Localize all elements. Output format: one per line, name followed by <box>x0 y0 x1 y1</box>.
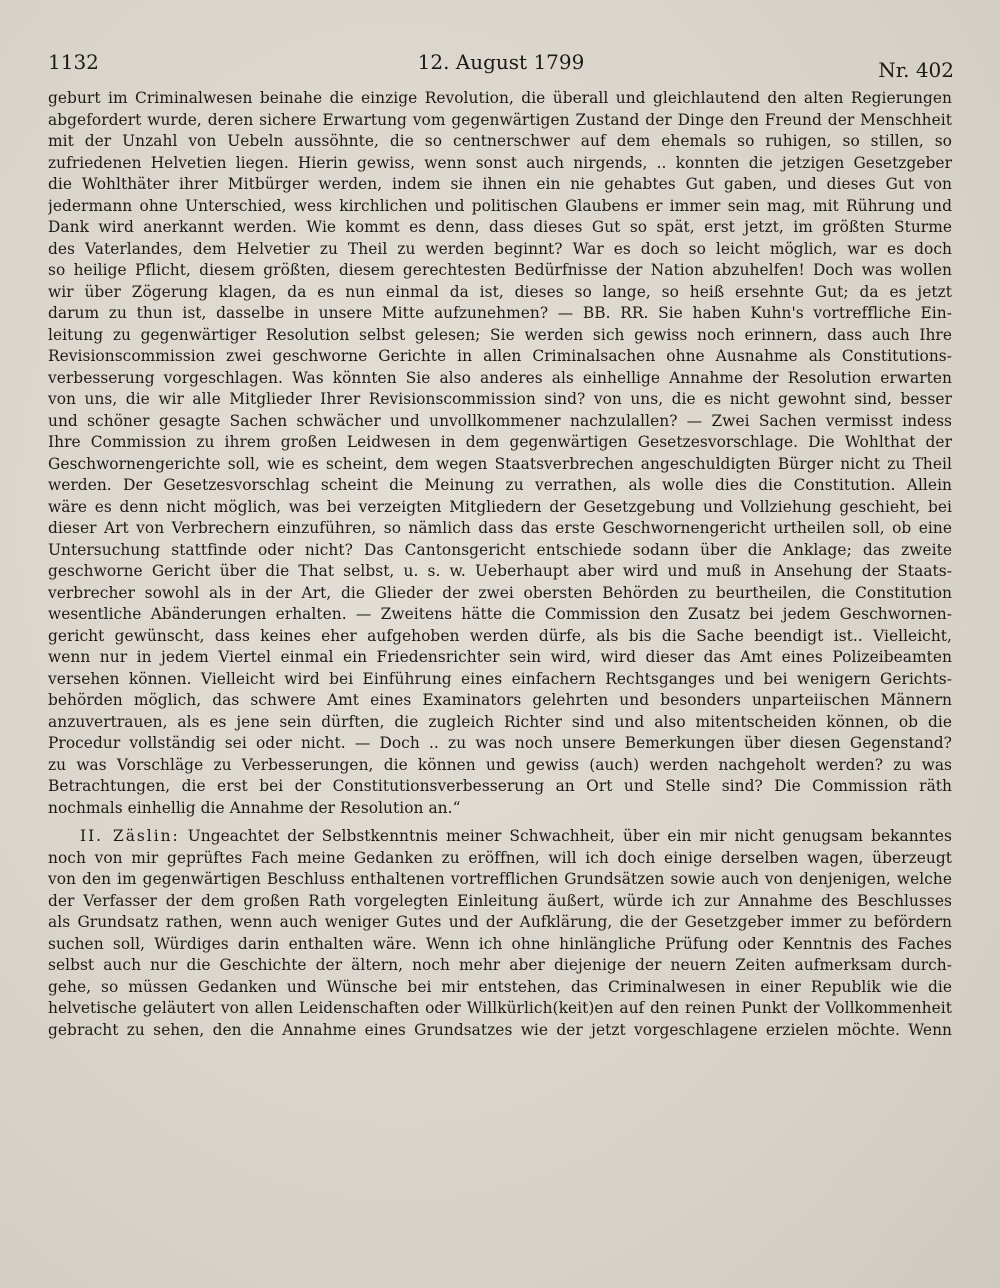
text-line: so heilige Pflicht, diesem größten, diesem gerechtesten Bedürfnisse der Nation abzuhelfen! Doch was wollen <box>48 261 952 279</box>
text-line: gericht gewünscht, dass keines eher aufgehoben werden dürfe, als bis die Sache beendigt ist.. Vielleicht, <box>48 626 952 645</box>
text-line: wenn nur in jedem Viertel einmal ein Friedensrichter sein wird, wird dieser das Amt eines Polizeibeamten <box>48 648 952 666</box>
text-line: wir über Zögerung klagen, da es nun einmal da ist, dieses so lange, so heiß ersehnte Gut; da es jetzt <box>48 282 952 301</box>
text-line: darum zu thun ist, dasselbe in unsere Mitte aufzunehmen? — BB. RR. Sie haben Kuhn's vortreffliche Ein- <box>48 304 952 322</box>
text-line: versehen können. Vielleicht wird bei Einführung eines einfachern Rechtsganges und bei wenigern Gerichts- <box>48 669 952 688</box>
text-line: behörden möglich, das schwere Amt eines Examinators gelehrten und besonders unparteiischen Männern <box>48 691 952 709</box>
paragraph-1 <box>48 88 952 819</box>
paragraph-2-first-line <box>48 826 952 848</box>
text-line: noch von mir geprüftes Fach meine Gedanken zu eröffnen, will ich doch einige derselben wagen, überzeugt <box>48 848 952 867</box>
text-line: zu was Vorschläge zu Verbesserungen, die können und gewiss (auch) werden nachgeholt werden? zu was <box>48 755 952 774</box>
text-line: anzuvertrauen, als es jene sein dürften, die zugleich Richter sind und also mitentscheiden können, ob die <box>48 712 952 731</box>
text-line: Ihre Commission zu ihrem großen Leidwesen in dem gegenwärtigen Gesetzesvorschlage. Die Wohlthat der <box>48 433 952 451</box>
paragraph-2 <box>48 826 952 1041</box>
text-line: Procedur vollständig sei oder nicht. — Doch .. zu was noch unsere Bemerkungen über diesen Gegenstand? <box>48 734 952 752</box>
text-line: suchen soll, Würdiges darin enthalten wäre. Wenn ich ohne hinlängliche Prüfung oder Kenntnis des Faches <box>48 934 952 953</box>
text-line: von uns, die wir alle Mitglieder Ihrer Revisionscommission sind? von uns, die es nicht gewohnt sind, besser <box>48 390 952 408</box>
text-line: die Wohlthäter ihrer Mitbürger werden, indem sie ihnen ein nie gehabtes Gut gaben, und dieses Gut von <box>48 175 952 193</box>
speaker-name: II. Zäslin: <box>80 827 180 845</box>
text-line: mit der Unzahl von Uebeln aussöhnte, die so centnerschwer auf dem ehemals so ruhigen, so stillen, so <box>48 132 952 150</box>
text-line: abgefordert wurde, deren sichere Erwartung vom gegenwärtigen Zustand der Dinge den Freund der Menschheit <box>48 110 952 129</box>
text-line: als Grundsatz rathen, wenn auch weniger Gutes und der Aufklärung, die der Gesetzgeber immer zu befördern <box>48 913 952 931</box>
text-line: Untersuchung stattfinde oder nicht? Das Cantonsgericht entschiede sodann über die Anklage; das zweite <box>48 540 952 559</box>
page-number: 1132 <box>48 50 99 74</box>
text-line: leitung zu gegenwärtiger Resolution selbst gelesen; Sie werden sich gewiss noch erinnern, dass auch Ihre <box>48 325 952 344</box>
text-line: geschworne Gericht über die That selbst, u. s. w. Ueberhaupt aber wird und muß in Ansehung der Staats- <box>48 562 952 580</box>
header-date: 12. August 1799 <box>417 50 585 74</box>
text-line: und schöner gesagte Sachen schwächer und unvollkommener nachzulallen? — Zwei Sachen vermisst indess <box>48 411 952 430</box>
text-line: wesentliche Abänderungen erhalten. — Zweitens hätte die Commission den Zusatz bei jedem Geschwornen- <box>48 605 952 623</box>
text-line: nochmals einhellig die Annahme der Resolution an.“ <box>48 798 461 817</box>
text-line: verbrecher sowohl als in der Art, die Glieder der zwei obersten Behörden zu beurtheilen, die Constitution <box>48 583 952 602</box>
text-line: von den im gegenwärtigen Beschluss enthaltenen vortrefflichen Grundsätzen sowie auch von denjenigen, welche <box>48 870 952 888</box>
text-line: Revisionscommission zwei geschworne Gerichte in allen Criminalsachen ohne Ausnahme als Constitutions- <box>48 347 952 365</box>
text-line: selbst auch nur die Geschichte der ältern, noch mehr aber diejenige der neuern Zeiten aufmerksam durch- <box>48 956 952 974</box>
text-line: geburt im Criminalwesen beinahe die einzige Revolution, die überall und gleichlautend den alten Regierungen <box>48 89 952 107</box>
text-line: Betrachtungen, die erst bei der Constitutionsverbesserung an Ort und Stelle sind? Die Commission räth <box>48 777 952 795</box>
paragraph-2-first-line-text: Ungeachtet der Selbstkenntnis meiner Schwachheit, über ein mir nicht genugsam bekanntes <box>179 827 952 845</box>
text-line: gebracht zu sehen, den die Annahme eines Grundsatzes wie der jetzt vorgeschlagene erzielen möchte. Wenn <box>48 1020 952 1039</box>
text-line: wäre es denn nicht möglich, was bei verzeigten Mitgliedern der Gesetzgebung und Vollziehung geschieht, bei <box>48 497 952 516</box>
text-line: Dank wird anerkannt werden. Wie kommt es denn, dass dieses Gut so spät, erst jetzt, im größten Sturme <box>48 218 952 236</box>
text-line: werden. Der Gesetzesvorschlag scheint die Meinung zu verrathen, als wolle dies die Constitution. Allein <box>48 476 952 494</box>
text-line: zufriedenen Helvetien liegen. Hierin gewiss, wenn sonst auch nirgends, .. konnten die jetzigen Gesetzgeber <box>48 153 952 172</box>
body-text <box>48 88 952 1041</box>
text-line: dieser Art von Verbrechern einzuführen, so nämlich dass das erste Geschwornengericht urtheilen soll, ob eine <box>48 519 952 537</box>
text-line: jedermann ohne Unterschied, wess kirchlichen und politischen Glaubens er immer sein mag, mit Rührung und <box>48 196 952 215</box>
text-line: helvetische geläutert von allen Leidenschaften oder Willkürlich(keit)en auf den reinen Punkt der Vollkommenheit <box>48 999 952 1017</box>
text-line: der Verfasser der dem großen Rath vorgelegten Einleitung äußert, würde ich zur Annahme des Beschlusses <box>48 891 952 910</box>
paragraph-2-lines <box>48 848 952 1042</box>
text-line: des Vaterlandes, dem Helvetier zu Theil zu werden beginnt? War es doch so leicht möglich, war es doch <box>48 239 952 258</box>
issue-number: Nr. 402 <box>878 58 954 82</box>
page-header <box>48 50 954 82</box>
text-line: verbesserung vorgeschlagen. Was könnten Sie also anderes als einhellige Annahme der Resolution erwarten <box>48 368 952 387</box>
text-line: gehe, so müssen Gedanken und Wünsche bei mir entstehen, das Criminalwesen in einer Republik wie die <box>48 977 952 996</box>
text-line: Geschwornengerichte soll, wie es scheint, dem wegen Staatsverbrechen angeschuldigten Bürger nicht zu Theil <box>48 454 952 473</box>
